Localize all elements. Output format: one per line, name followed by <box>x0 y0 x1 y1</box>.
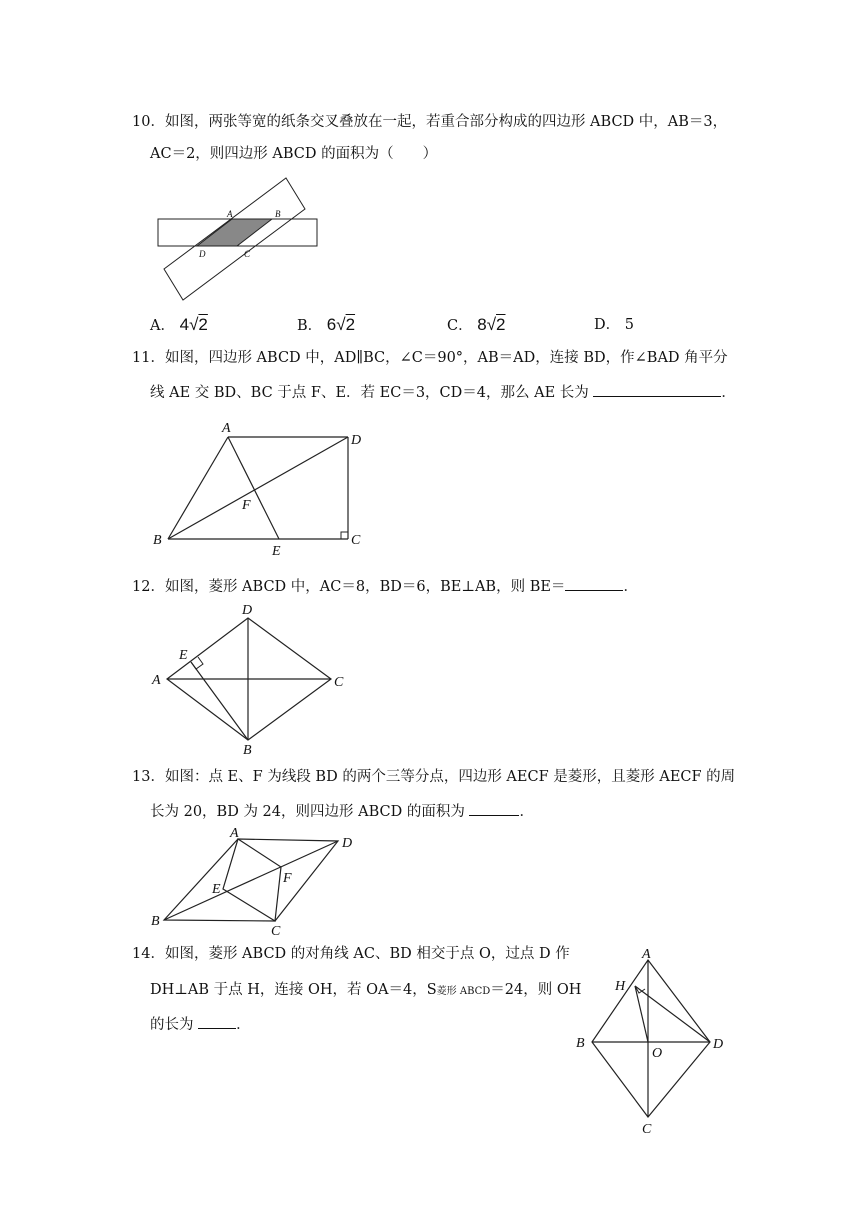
q11-answer-blank[interactable] <box>593 382 721 397</box>
q10-label-D: D <box>199 249 206 259</box>
q10-option-B-radical: √ <box>336 315 346 334</box>
q12-number: 12． <box>132 579 165 595</box>
q10-option-A[interactable] <box>150 315 208 336</box>
q10-line1 <box>132 112 727 132</box>
q12-figure <box>150 600 355 758</box>
q11-text-1: 如图，四边形 ABCD 中，AD∥BC，∠C＝90°，AB＝AD，连接 BD，作∠BAD 角平分 <box>164 350 728 366</box>
q14-line3 <box>150 1014 251 1035</box>
q11-text-2: 线 AE 交 BD、BC 于点 F、E．若 EC＝3，CD＝4，那么 AE 长为 <box>150 385 589 401</box>
q13-answer-blank[interactable] <box>469 801 519 816</box>
q10-option-C-coef: 8 <box>477 315 487 334</box>
q10-option-A-radical: √ <box>189 315 199 334</box>
q13-label-C: C <box>271 924 281 939</box>
q10-label-A: A <box>227 209 233 219</box>
q10-line2: AC＝2，则四边形 ABCD 的面积为（ ） <box>150 146 438 162</box>
q13-text-1: 如图：点 E、F 为线段 BD 的两个三等分点，四边形 AECF 是菱形，且菱形 AECF 的周 <box>164 769 736 785</box>
q10-figure <box>150 170 330 305</box>
q11-line2 <box>150 382 736 403</box>
q13-line2 <box>150 801 534 822</box>
q10-label-B: B <box>275 209 281 219</box>
q14-text-1: 如图，菱形 ABCD 的对角线 AC、BD 相交于点 O，过点 D 作 <box>164 946 570 962</box>
q10-option-B-rad: 2 <box>345 315 356 334</box>
q11-label-F: F <box>242 498 251 513</box>
q11-label-C: C <box>351 533 361 548</box>
q14-answer-blank[interactable] <box>198 1014 236 1029</box>
q10-option-D-value: 5 <box>624 317 634 333</box>
q11-text-2-end: ． <box>721 385 736 401</box>
q11-label-D: D <box>351 433 362 448</box>
q11-label-B: B <box>153 533 162 548</box>
q14-label-A: A <box>642 947 651 962</box>
q10-option-A-rad: 2 <box>198 315 208 334</box>
q12-answer-blank[interactable] <box>565 576 623 591</box>
q13-label-B: B <box>151 914 160 929</box>
q11-figure <box>150 415 375 560</box>
q14-label-B: B <box>576 1036 585 1051</box>
q13-number: 13． <box>132 769 165 785</box>
q14-label-C: C <box>642 1122 652 1137</box>
q13-label-F: F <box>283 871 292 886</box>
q10-option-D-letter: D． <box>594 317 621 333</box>
q13-text-2: 长为 20，BD 为 24，则四边形 ABCD 的面积为 <box>150 804 465 820</box>
q10-label-C: C <box>244 249 251 259</box>
q14-figure <box>572 945 732 1140</box>
q10-option-A-coef: 4 <box>179 315 190 334</box>
q10-option-B[interactable] <box>297 315 355 336</box>
q14-label-D: D <box>713 1037 724 1052</box>
q11-label-E: E <box>272 544 281 559</box>
q12-label-D: D <box>242 603 253 618</box>
q12-label-E: E <box>179 648 188 663</box>
q12-line1 <box>132 576 638 597</box>
q11-label-A: A <box>222 421 231 436</box>
q10-option-C-radical: √ <box>486 315 497 334</box>
q13-figure <box>150 826 365 939</box>
q12-label-A: A <box>152 673 161 688</box>
q13-line1 <box>132 767 735 787</box>
q12-text-1: 如图，菱形 ABCD 中，AC＝8，BD＝6，BE⊥AB，则 BE＝ <box>164 579 566 595</box>
q14-text-2b: ＝24，则 OH <box>490 982 582 998</box>
q11-line1 <box>132 348 728 368</box>
q14-text-2-sub: 菱形 ABCD <box>436 986 491 997</box>
q12-text-1-end: ． <box>623 579 638 595</box>
q14-line1 <box>132 944 570 964</box>
q14-number: 14． <box>132 946 165 962</box>
q11-number: 11． <box>132 350 165 366</box>
q13-label-D: D <box>342 836 353 851</box>
q10-text-1: 如图，两张等宽的纸条交叉叠放在一起，若重合部分构成的四边形 ABCD 中，AB＝3， <box>164 114 728 130</box>
q10-option-D[interactable] <box>594 315 634 335</box>
q13-label-E: E <box>212 882 221 897</box>
q12-label-B: B <box>243 743 252 758</box>
q10-option-C[interactable] <box>447 315 506 336</box>
q14-line2 <box>150 980 581 1002</box>
q14-text-2a: DH⊥AB 于点 H，连接 OH，若 OA＝4，S <box>150 982 437 998</box>
q10-number: 10． <box>132 114 165 130</box>
q14-label-O: O <box>652 1046 663 1061</box>
q10-option-C-rad: 2 <box>496 315 506 334</box>
q10-option-B-letter: B． <box>297 318 323 334</box>
q13-text-2-end: ． <box>519 804 534 820</box>
q14-text-3: 的长为 <box>150 1017 194 1033</box>
q13-label-A: A <box>230 826 239 841</box>
q10-option-C-letter: C． <box>447 318 473 334</box>
q14-text-3-end: ． <box>236 1017 251 1033</box>
q10-option-A-letter: A． <box>150 318 175 334</box>
q10-option-B-coef: 6 <box>326 315 337 334</box>
q14-label-H: H <box>615 979 626 994</box>
q12-label-C: C <box>334 675 344 690</box>
